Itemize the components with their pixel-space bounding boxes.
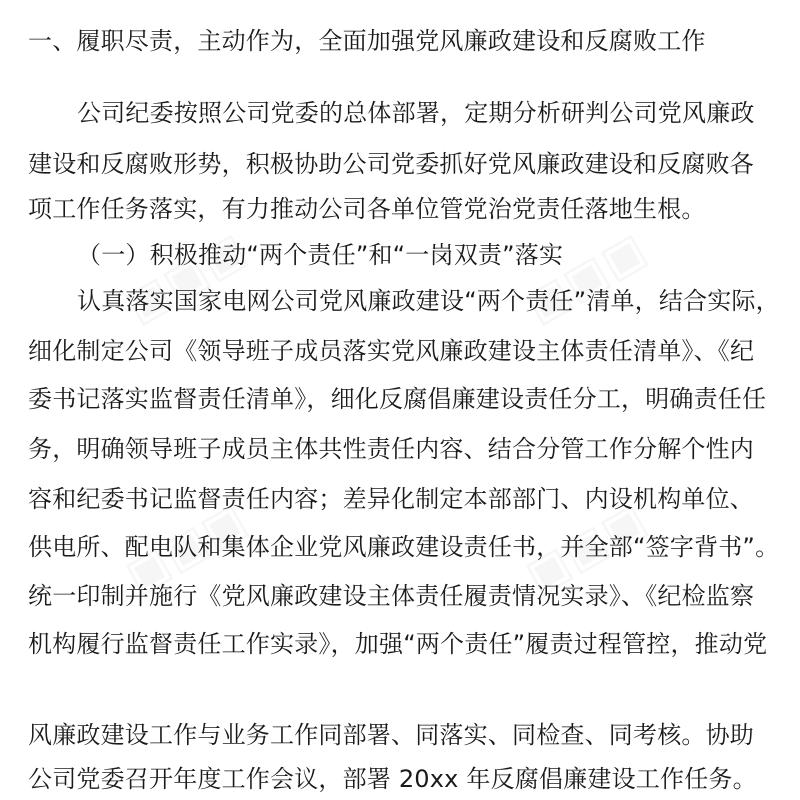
paragraph-line: 建设和反腐败形势，积极协助公司党委抓好党风廉政建设和反腐败各 [28, 150, 754, 178]
paragraph-line: 务，明确领导班子成员主体共性责任内容、结合分管工作分解个性内 [28, 435, 754, 463]
section-heading: 一、履职尽责，主动作为，全面加强党风廉政建设和反腐败工作 [28, 27, 706, 55]
paragraph-line: 公司纪委按照公司党委的总体部署，定期分析研判公司党风廉政 [77, 99, 755, 127]
paragraph-line: 公司党委召开年度工作会议，部署 20xx 年反腐倡廉建设工作任务。 [28, 765, 757, 793]
paragraph-line: 机构履行监督责任工作实录》，加强“两个责任”履责过程管控，推动党 [28, 630, 768, 658]
paragraph-line: 供电所、配电队和集体企业党风廉政建设责任书，并全部“签字背书”。 [28, 533, 780, 561]
paragraph-line: 细化制定公司《领导班子成员落实党风廉政建设主体责任清单》、《纪 [28, 337, 755, 365]
paragraph-line: 项工作任务落实，有力推动公司各单位管党治党责任落地生根。 [28, 195, 706, 223]
subheading: （一）积极推动“两个责任”和“一岗双责”落实 [77, 241, 564, 269]
watermark-mark [515, 221, 655, 333]
paragraph-line: 风廉政建设工作与业务工作同部署、同落实、同检查、同考核。协助 [28, 721, 754, 749]
paragraph-line: 统一印制并施行《党风廉政建设主体责任履责情况实录》、《纪检监察 [28, 582, 755, 610]
paragraph-line: 委书记落实监督责任清单》，细化反腐倡廉建设责任分工，明确责任任 [28, 385, 767, 413]
watermark-mark [115, 221, 255, 333]
paragraph-line: 容和纪委书记监督责任内容；差异化制定本部部门、内设机构单位、 [28, 485, 754, 513]
paragraph-line: 认真落实国家电网公司党风廉政建设“两个责任”清单，结合实际， [77, 287, 780, 315]
